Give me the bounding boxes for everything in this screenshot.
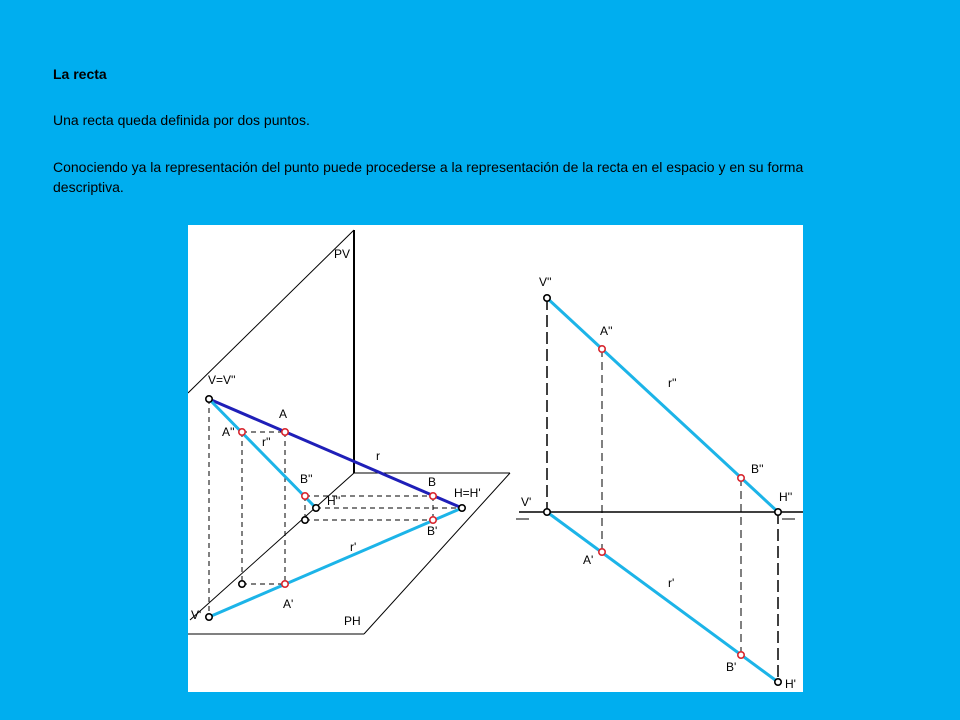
descriptive-points <box>544 295 781 685</box>
point-b-horizontal <box>430 517 436 523</box>
space-labels <box>191 247 481 628</box>
point-v-horizontal-proj <box>544 509 550 515</box>
space-line-r <box>209 399 462 508</box>
label-ph: PH <box>344 614 361 628</box>
point-v-vertical-proj <box>544 295 550 301</box>
label-r-vertical: r'' <box>262 435 271 449</box>
point-a-horizontal <box>282 581 288 587</box>
point-v-horizontal <box>206 614 212 620</box>
point-b-horizontal-proj <box>738 652 744 658</box>
space-projection-r-horizontal <box>209 508 462 617</box>
description-paragraph: Conociendo ya la representación del punto puede procederse a la representación de la recta en el espacio y en su forma descriptiva. <box>53 159 804 195</box>
slide-title: La recta <box>53 66 107 82</box>
point-b <box>430 493 436 499</box>
space-view <box>188 230 510 634</box>
space-projection-r-vertical <box>209 399 316 508</box>
label-v-vertical-proj: V'' <box>539 275 552 289</box>
label-b: B <box>428 475 437 489</box>
label-h-horizontal-proj: H' <box>785 677 796 691</box>
point-a <box>282 429 288 435</box>
point-b-vertical <box>302 493 308 499</box>
point-v <box>206 396 212 402</box>
label-pv: PV <box>334 247 351 261</box>
label-b-horizontal-proj: B' <box>726 660 737 674</box>
label-a-vertical-proj: A'' <box>600 324 613 338</box>
label-a-horizontal: A' <box>283 597 294 611</box>
figure-canvas <box>188 225 803 692</box>
point-b-trace <box>302 517 308 523</box>
label-v-horizontal: V' <box>191 608 202 622</box>
label-r: r <box>376 449 380 463</box>
label-v-horizontal-proj: V' <box>521 495 532 509</box>
point-h-vertical <box>313 505 319 511</box>
point-a-vertical <box>239 429 245 435</box>
label-r-horizontal-proj: r' <box>668 576 675 590</box>
point-a-trace <box>239 581 245 587</box>
label-b-horizontal: B' <box>427 524 438 538</box>
label-h: H=H' <box>454 486 481 500</box>
point-a-horizontal-proj <box>599 549 605 555</box>
point-h <box>459 505 465 511</box>
point-b-vertical-proj <box>738 475 744 481</box>
label-r-horizontal: r' <box>350 540 357 554</box>
point-h-vertical-proj <box>775 509 781 515</box>
descriptive-view <box>516 275 803 691</box>
label-r-vertical-proj: r'' <box>668 376 677 390</box>
label-v: V=V'' <box>208 373 236 387</box>
label-a: A <box>279 407 288 421</box>
point-h-horizontal-proj <box>775 679 781 685</box>
line-representation-figure <box>188 225 803 692</box>
vertical-plane <box>188 230 354 473</box>
descriptive-labels <box>521 275 796 691</box>
descriptive-reference-lines <box>547 298 778 682</box>
label-b-vertical-proj: B'' <box>751 462 764 476</box>
label-b-vertical: B'' <box>300 472 313 486</box>
label-h-vertical: H'' <box>327 494 341 508</box>
label-a-horizontal-proj: A' <box>583 553 594 567</box>
space-construction-lines <box>209 399 462 617</box>
label-a-vertical: A'' <box>222 425 235 439</box>
intro-paragraph: Una recta queda definida por dos puntos. <box>53 112 310 128</box>
label-h-vertical-proj: H'' <box>779 490 793 504</box>
point-a-vertical-proj <box>599 346 605 352</box>
